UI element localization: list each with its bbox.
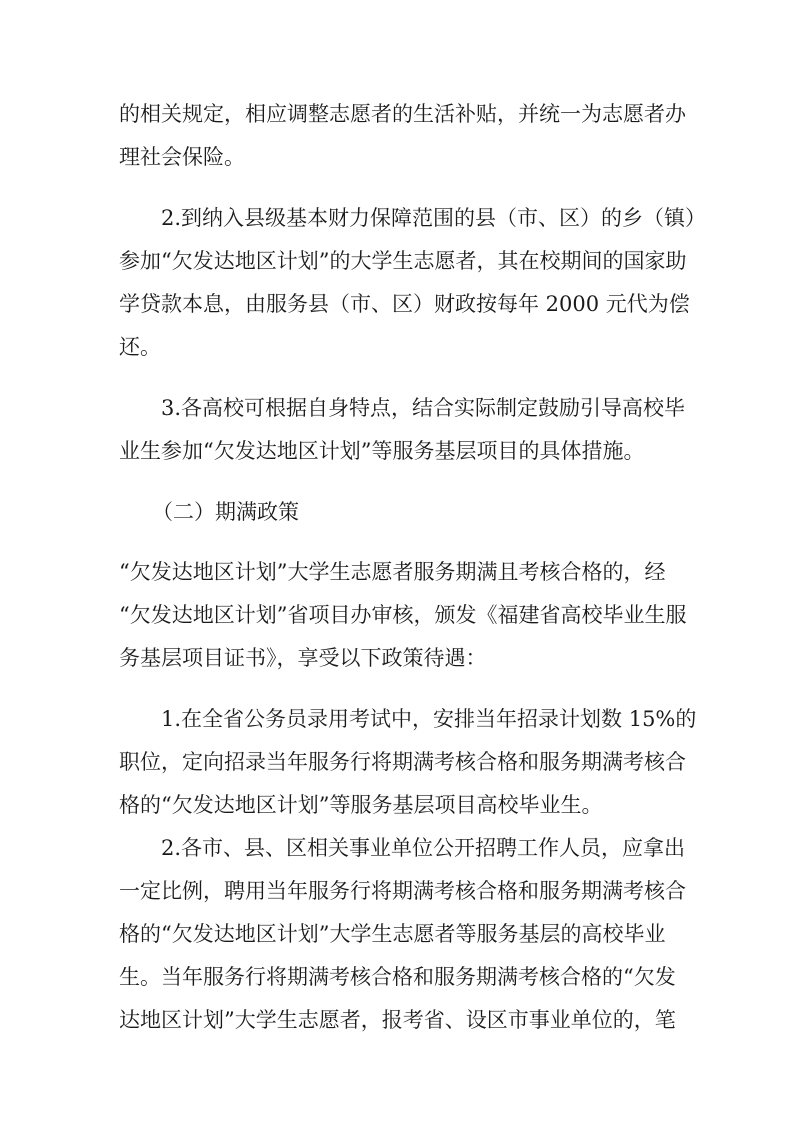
text-line: “欠发达地区计划”省项目办审核，颁发《福建省高校毕业生服 (119, 603, 687, 627)
text-line: 1.在全省公务员录用考试中，安排当年招录计划数 15%的 (161, 707, 697, 731)
text-line: 2.各市、县、区相关事业单位公开招聘工作人员，应拿出 (161, 836, 686, 860)
section-heading: （二）期满政策 (152, 500, 299, 524)
text-line: “欠发达地区计划”大学生志愿者服务期满且考核合格的，经 (119, 560, 666, 584)
text-line: 理社会保险。 (119, 145, 245, 169)
text-line: 2.到纳入县级基本财力保障范围的县（市、区）的乡（镇） (161, 206, 707, 230)
text-line: 职位，定向招录当年服务行将期满考核合格和服务期满考核合 (119, 750, 686, 774)
text-line: 业生参加“欠发达地区计划”等服务基层项目的具体措施。 (119, 439, 645, 463)
text-line: 格的“欠发达地区计划”大学生志愿者等服务基层的高校毕业 (119, 922, 666, 946)
text-line: 参加“欠发达地区计划”的大学生志愿者，其在校期间的国家助 (119, 249, 687, 273)
text-line: 生。当年服务行将期满考核合格和服务期满考核合格的“欠发 (119, 965, 676, 989)
text-line: 一定比例，聘用当年服务行将期满考核合格和服务期满考核合 (119, 879, 686, 903)
text-line: 务基层项目证书》，享受以下政策待遇： (119, 646, 487, 670)
text-line: 格的“欠发达地区计划”等服务基层项目高校毕业生。 (119, 793, 603, 817)
text-line: 达地区计划”大学生志愿者，报考省、设区市事业单位的，笔 (119, 1008, 676, 1032)
text-line: 3.各高校可根据自身特点，结合实际制定鼓励引导高校毕 (161, 396, 686, 420)
text-line: 学贷款本息，由服务县（市、区）财政按每年 2000 元代为偿 (119, 292, 690, 316)
text-line: 的相关规定，相应调整志愿者的生活补贴，并统一为志愿者办 (119, 102, 686, 126)
text-line: 还。 (119, 335, 161, 359)
